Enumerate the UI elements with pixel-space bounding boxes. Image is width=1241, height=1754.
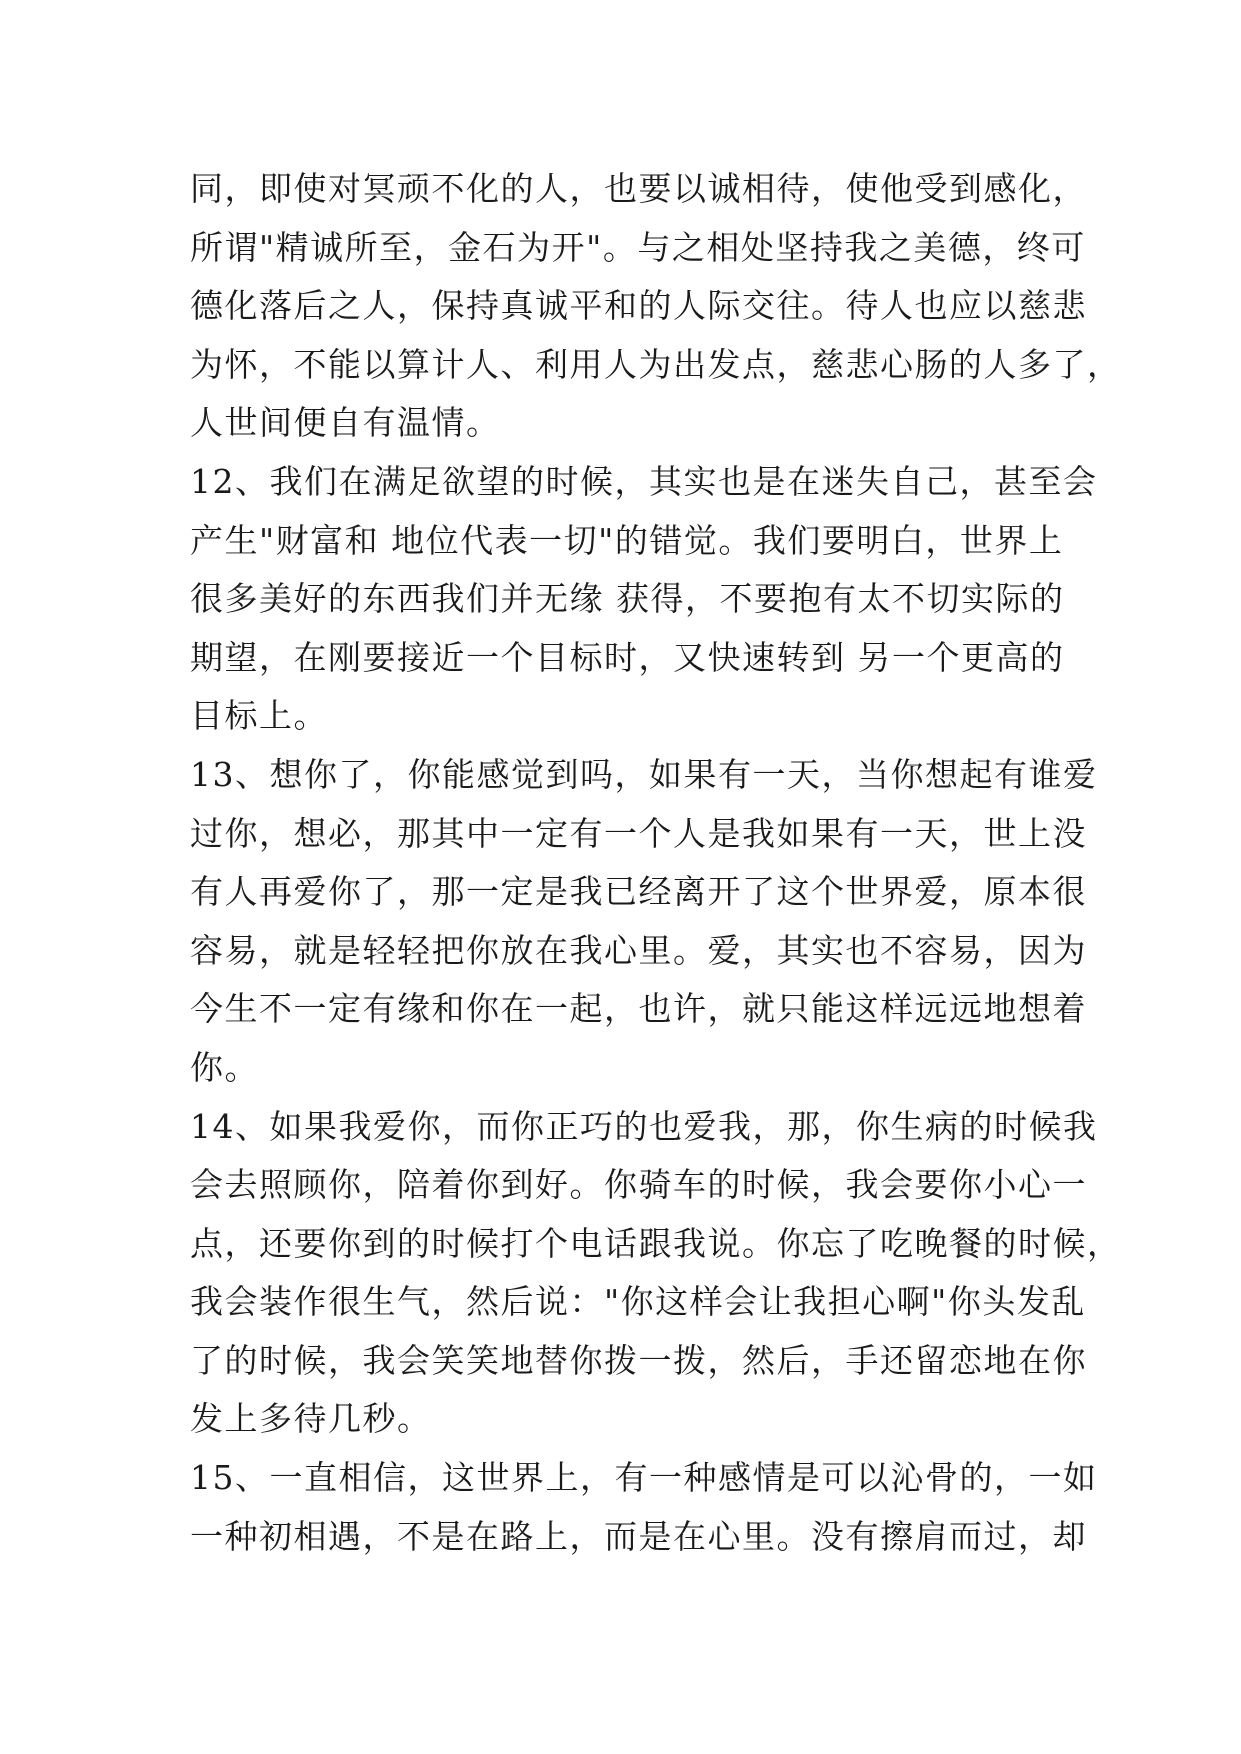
text-line: 发上多待几秒。 [190, 1399, 432, 1439]
text-line: 很多美好的东西我们并无缘 获得，不要抱有太不切实际的 [190, 579, 1065, 619]
text-line: 15、一直相信，这世界上，有一种感情是可以沁骨的，一如 [190, 1458, 1098, 1498]
text-line: 过你，想必，那其中一定有一个人是我如果有一天，世上没 [190, 813, 1087, 853]
text-line: 目标上。 [190, 696, 328, 736]
text-line: 点，还要你到的时候打个电话跟我说。你忘了吃晚餐的时候， [190, 1223, 1122, 1263]
text-line: 会去照顾你，陪着你到好。你骑车的时候，我会要你小心一 [190, 1165, 1087, 1205]
text-line: 为怀，不能以算计人、利用人为出发点，慈悲心肠的人多了， [190, 344, 1122, 384]
text-line: 12、我们在满足欲望的时候，其实也是在迷失自己，甚至会 [190, 461, 1098, 501]
text-line: 一种初相遇，不是在路上，而是在心里。没有擦肩而过，却 [190, 1516, 1087, 1556]
text-line: 你。 [190, 1047, 259, 1087]
text-line: 所谓"精诚所至，金石为开"。与之相处坚持我之美德，终可 [190, 227, 1086, 267]
text-line: 人世间便自有温情。 [190, 403, 501, 443]
text-line: 今生不一定有缘和你在一起，也许，就只能这样远远地想着 [190, 989, 1087, 1029]
text-line: 容易，就是轻轻把你放在我心里。爱，其实也不容易，因为 [190, 930, 1087, 970]
text-line: 德化落后之人，保持真诚平和的人际交往。待人也应以慈悲 [190, 286, 1087, 326]
body-text [190, 160, 1122, 1566]
text-line: 期望，在刚要接近一个目标时，又快速转到 另一个更高的 [190, 637, 1065, 677]
text-line: 有人再爱你了，那一定是我已经离开了这个世界爱，原本很 [190, 872, 1087, 912]
text-line: 产生"财富和 地位代表一切"的错觉。我们要明白，世界上 [190, 520, 1064, 560]
text-line: 我会装作很生气，然后说："你这样会让我担心啊"你头发乱 [190, 1282, 1086, 1322]
text-line: 13、想你了，你能感觉到吗，如果有一天，当你想起有谁爱 [190, 754, 1098, 794]
text-line: 同，即使对冥顽不化的人，也要以诚相待，使他受到感化， [190, 169, 1087, 208]
text-line: 14、如果我爱你，而你正巧的也爱我，那，你生病的时候我 [190, 1106, 1098, 1146]
text-line: 了的时候，我会笑笑地替你拨一拨，然后，手还留恋地在你 [190, 1340, 1087, 1380]
